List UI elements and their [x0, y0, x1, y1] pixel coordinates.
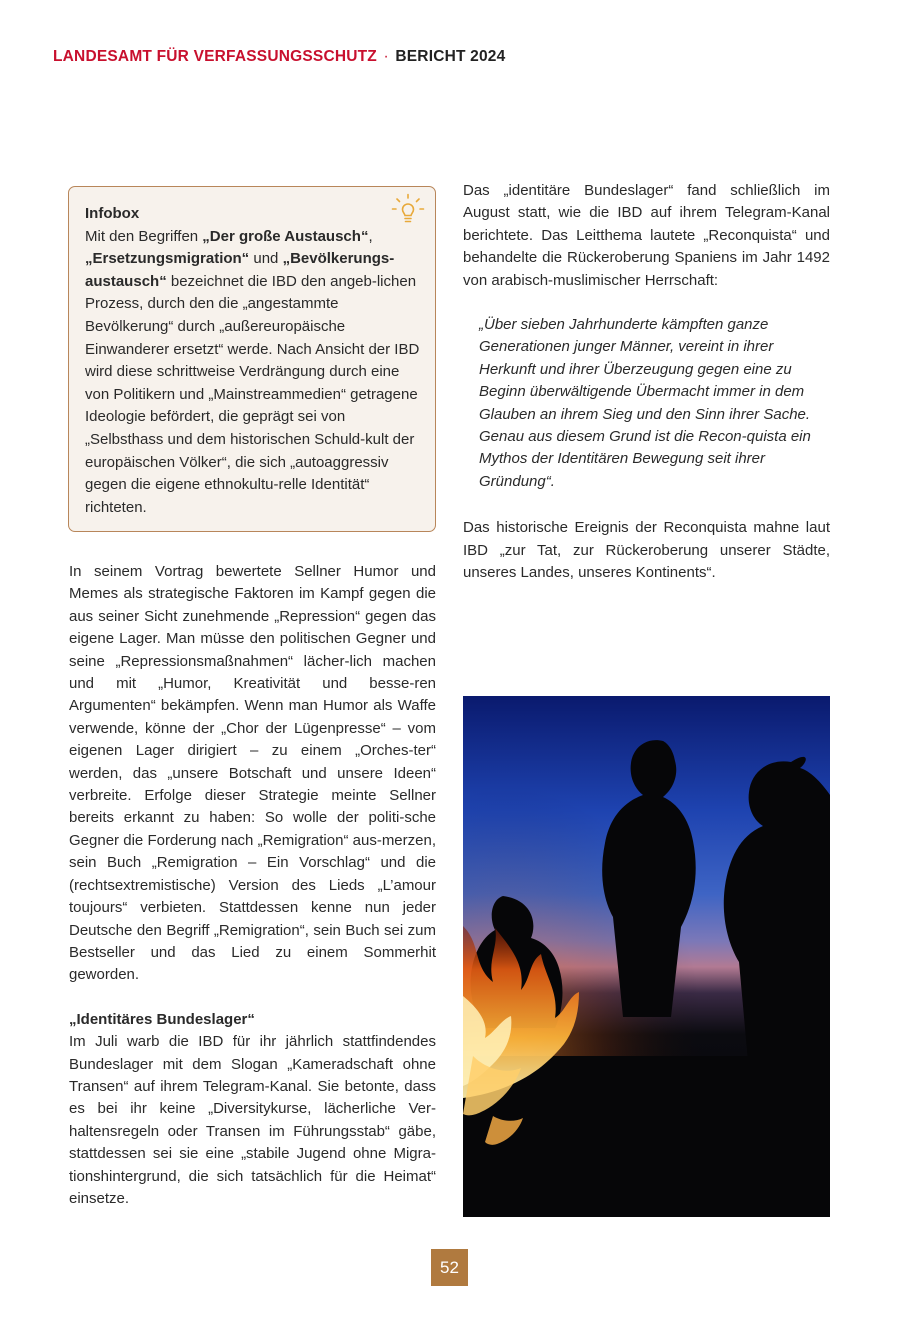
campfire-silhouette-photo: [463, 696, 830, 1217]
term-der-grosse-austausch: „Der große Austausch“: [202, 227, 369, 245]
term-ersetzungsmigration: „Ersetzungsmigration“: [85, 250, 250, 268]
infobox-title: Infobox: [85, 205, 140, 222]
lightbulb-icon: [391, 193, 425, 227]
body-paragraph: Das „identitäre Bundeslager“ fand schließlich im August statt, wie die IBD auf ihrem Telegram-Kanal berichtete. Das Leitthema lautete „Reconquista“ und behandelte die Rückeroberung Spaniens im Jahr 1492 von arabisch-muslimischer Herrschaft:: [463, 182, 830, 289]
infobox-text: Mit den Begriffen „Der große Austausch“, „Ersetzungsmigration“ und „Bevölkerungs-austausch“ bezeichnet die IBD den angeb-lichen Prozess, durch den die „angestammte Bevölkerung“ durch „außereuropäische Einwanderer ersetzt“ werde. Nach Ansicht der IBD wird diese schrittweise Verdrängung durch eine von Politikern und „Mainstreammedien“ getragene Ideologie befördert, die geprägt sei von „Selbsthass und dem historischen Schuld-kult der europäischen Völker“, die sich „autoaggressiv gegen die eigene ethnokultu-relle Identität“ richteten.: [85, 227, 420, 516]
body-paragraph: Das historische Ereignis der Reconquista mahne laut IBD „zur Tat, zur Rückeroberung unserer Städte, unseres Landes, unseres Kontinents“.: [463, 519, 830, 582]
header-organization: LANDESAMT FÜR VERFASSUNGSSCHUTZ: [53, 48, 377, 65]
term-bevoelkerungsaustausch: „Bevölkerungs-austausch“: [85, 250, 395, 290]
page-header: [53, 48, 505, 66]
block-quote: „Über sieben Jahrhunderte kämpften ganze Generationen junger Männer, vereint in ihrer Herkunft und ihrer Überzeugung gegen eine zu Beginn überwältigende Übermacht immer in dem Glauben an ihrem Sieg und den Sinn ihrer Sache. Genau aus diesem Grund ist die Recon-quista ein Mythos der Identitären Bewegung seit ihrer Gründung“.: [479, 316, 811, 490]
body-paragraph: Im Juli warb die IBD für ihr jährlich stattfindendes Bundeslager mit dem Slogan „Kameradschaft ohne Transen“ auf ihrem Telegram-Kanal. Sie betonte, dass es bei ihr keine „Diversitykurse, lächerliche Ver-haltensregeln oder Transen im Führungsstab“ gäbe, stattdessen sei sie eine „stabile Jugend ohne Migra-tionshintergrund, die sich tatsächlich für die Heimat“ einsetze.: [69, 1033, 436, 1207]
page-number: 52: [431, 1249, 468, 1286]
body-paragraph: In seinem Vortrag bewertete Sellner Humor und Memes als strategische Faktoren im Kampf gegen die aus seiner Sicht zunehmende „Repression“ gegen das eigene Lager. Man müsse den politischen Gegner und seine „Repressionsmaßnahmen“ lächer-lich machen und mit „Humor, Kreativität und besse-ren Argumenten“ bekämpfen. Wenn man Humor als Waffe verwende, könne der „Chor der Lügenpresse“ – vom eigenen Lager dirigiert – zu einem „Orches-ter“ werden, das „unsere Botschaft und unsere Ideen“ verbreite. Erfolge dieser Strategie meinte Sellner bereits erkannt zu haben: So wolle der politi-sche Gegner die Forderung nach „Remigration“ aus-merzen, sein Buch „Remigration – Ein Vorschlag“ und die (rechtsextremistische) Version des Lieds „L’amour toujours“ verbieten. Stattdessen kenne nun jeder Deutsche den Begriff „Remigration“, sein Buch sei zum Bestseller und das Lied zu einem Sommerhit geworden.: [69, 563, 436, 984]
header-separator: ·: [383, 48, 389, 65]
header-report-title: BERICHT 2024: [395, 48, 506, 65]
infobox: [68, 186, 436, 532]
right-column: [463, 180, 830, 585]
section-subheading: „Identitäres Bundeslager“: [69, 1010, 255, 1028]
left-column: [69, 561, 436, 1210]
